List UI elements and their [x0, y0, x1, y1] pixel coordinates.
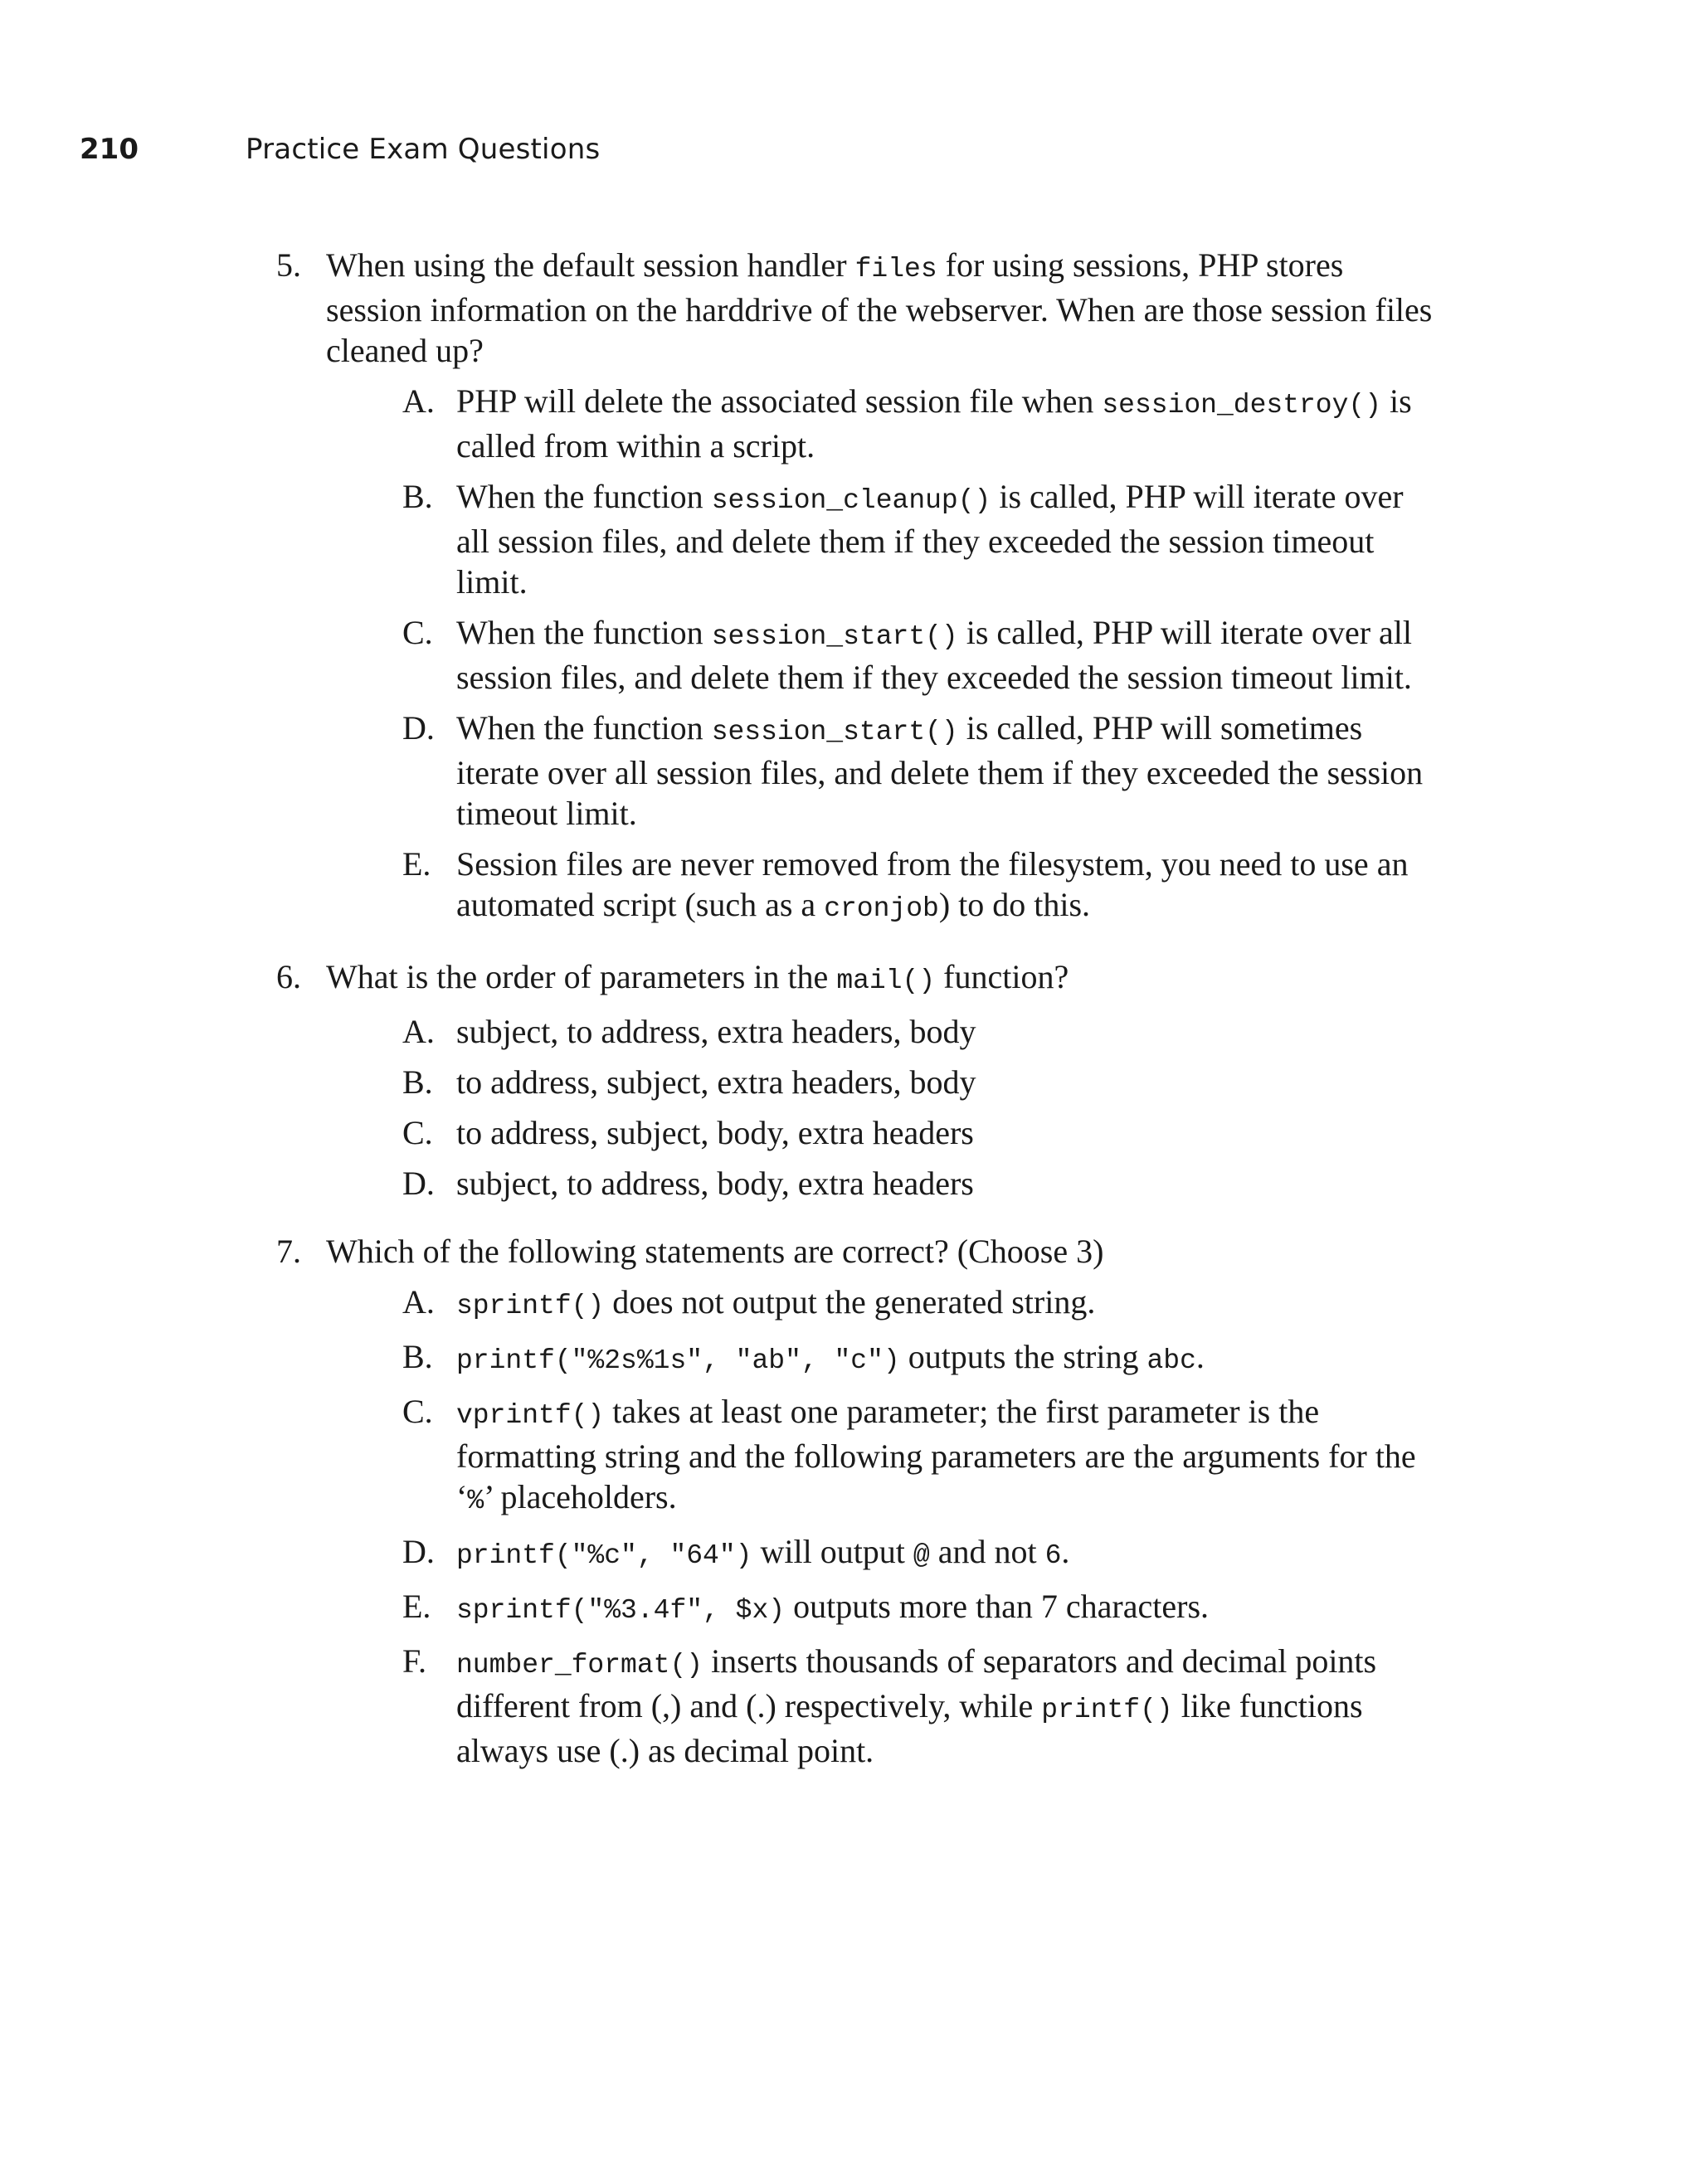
text-run: to address, subject, extra headers, body: [456, 1063, 976, 1101]
option-letter: A.: [402, 1013, 435, 1050]
inline-code: @: [913, 1540, 930, 1571]
text-run: Session files are never removed from the filesystem, you need to use an automated script (such as a: [456, 845, 1409, 923]
option: [326, 708, 1438, 834]
option-text: [456, 1533, 1069, 1570]
text-run: outputs more than 7 characters.: [785, 1588, 1210, 1625]
inline-code: mail(): [836, 966, 936, 996]
inline-code: sprintf("%3.4f", $x): [456, 1595, 786, 1626]
inline-code: printf(): [1041, 1695, 1173, 1725]
option-letter: C.: [402, 1114, 433, 1151]
option-letter: B.: [402, 1338, 433, 1375]
inline-code: cronjob: [824, 893, 939, 924]
option: [326, 844, 1438, 929]
text-run: will output: [752, 1533, 913, 1570]
option-letter: E.: [402, 845, 431, 883]
text-run: function?: [935, 958, 1069, 995]
question: [276, 245, 1438, 929]
option: [326, 476, 1438, 602]
question-number: 7.: [276, 1233, 301, 1270]
text-run: subject, to address, extra headers, body: [456, 1013, 976, 1050]
inline-code: number_format(): [456, 1650, 703, 1681]
option-text: [456, 382, 1412, 465]
inline-code: %: [467, 1486, 484, 1516]
option-list: [326, 1011, 1438, 1204]
running-head: [80, 133, 600, 166]
text-run: outputs the string: [899, 1338, 1147, 1375]
option-text: [456, 1393, 1416, 1515]
option: [326, 1062, 1438, 1102]
option-text: [456, 1338, 1205, 1375]
text-run: subject, to address, body, extra headers: [456, 1165, 974, 1202]
text-run: inserts thousands of separators and decimal points different from (,) and (.) respectively, while: [456, 1642, 1377, 1724]
text-run: Which of the following statements are correct? (Choose 3): [326, 1233, 1104, 1270]
option: [326, 1282, 1438, 1326]
question: [276, 956, 1438, 1204]
text-run: When using the default session handler: [326, 246, 855, 284]
text-run: is called, PHP will sometimes iterate over all session files, and delete them if they exceeded the session timeout limit.: [456, 709, 1424, 832]
text-run: and not: [929, 1533, 1045, 1570]
inline-code: session_start(): [711, 717, 958, 747]
inline-code: abc: [1146, 1345, 1196, 1376]
inline-code: session_cleanup(): [711, 485, 991, 516]
question-number: 5.: [276, 246, 301, 284]
text-run: like functions always use (.) as decimal point.: [456, 1687, 1363, 1769]
text-run: When the function: [456, 614, 712, 651]
question-list: [276, 245, 1438, 1781]
option: [326, 381, 1438, 466]
option-text: [456, 1642, 1376, 1769]
option-text: [456, 1013, 976, 1050]
option-text: [456, 478, 1404, 601]
option-letter: C.: [402, 614, 433, 651]
option: [326, 1112, 1438, 1153]
option-letter: D.: [402, 1533, 435, 1570]
option-letter: F.: [402, 1642, 427, 1680]
text-run: is called from within a script.: [456, 382, 1412, 465]
option-text: [456, 1283, 1095, 1321]
option: [326, 1531, 1438, 1576]
text-run: .: [1195, 1338, 1205, 1375]
inline-code: sprintf(): [456, 1291, 605, 1321]
text-run: PHP will delete the associated session file when: [456, 382, 1103, 420]
option: [326, 1163, 1438, 1204]
inline-code: printf("%2s%1s", "ab", "c"): [456, 1345, 900, 1376]
text-run: What is the order of parameters in the: [326, 958, 837, 995]
page-number: 210: [80, 133, 139, 166]
option-text: [456, 614, 1412, 696]
text-run: does not output the generated string.: [604, 1283, 1096, 1321]
text-run: is called, PHP will iterate over all session files, and delete them if they exceeded the session timeout limit.: [456, 478, 1404, 601]
question-text: [326, 1231, 1438, 1272]
option: [326, 1391, 1438, 1521]
text-run: for using sessions, PHP stores session information on the harddrive of the webserver. When are those session files cleaned up?: [326, 246, 1433, 369]
question-text: [326, 956, 1438, 1001]
option-text: [456, 1063, 976, 1101]
option-letter: A.: [402, 382, 435, 420]
option-text: [456, 1165, 974, 1202]
option-letter: B.: [402, 478, 433, 515]
running-head-title: Practice Exam Questions: [246, 133, 601, 166]
option: [326, 612, 1438, 698]
option-letter: D.: [402, 1165, 435, 1202]
option: [326, 1011, 1438, 1052]
option-letter: C.: [402, 1393, 433, 1430]
option: [326, 1641, 1438, 1771]
option-text: [456, 845, 1408, 923]
option-letter: E.: [402, 1588, 431, 1625]
option-letter: D.: [402, 709, 435, 747]
text-run: When the function: [456, 709, 712, 747]
option-list: [326, 381, 1438, 929]
inline-code: vprintf(): [456, 1400, 605, 1431]
option-letter: A.: [402, 1283, 435, 1321]
option-text: [456, 1588, 1209, 1625]
text-run: to address, subject, body, extra headers: [456, 1114, 974, 1151]
question-text: [326, 245, 1438, 371]
option-letter: B.: [402, 1063, 433, 1101]
text-run: .: [1061, 1533, 1070, 1570]
option: [326, 1586, 1438, 1631]
text-run: takes at least one parameter; the first parameter is the formatting string and the following parameters are the arguments for the ‘: [456, 1393, 1416, 1515]
question: [276, 1231, 1438, 1771]
text-run: When the function: [456, 478, 712, 515]
text-run: ) to do this.: [938, 886, 1091, 923]
inline-code: printf("%c", "64"): [456, 1540, 752, 1571]
text-run: ’ placeholders.: [484, 1478, 677, 1515]
text-run: is called, PHP will iterate over all session files, and delete them if they exceeded the session timeout limit.: [456, 614, 1413, 696]
option-text: [456, 1114, 974, 1151]
inline-code: session_start(): [711, 621, 958, 652]
option: [326, 1336, 1438, 1381]
question-number: 6.: [276, 958, 301, 995]
inline-code: 6: [1044, 1540, 1062, 1571]
inline-code: files: [854, 254, 937, 285]
option-text: [456, 709, 1423, 832]
inline-code: session_destroy(): [1102, 390, 1382, 421]
option-list: [326, 1282, 1438, 1771]
